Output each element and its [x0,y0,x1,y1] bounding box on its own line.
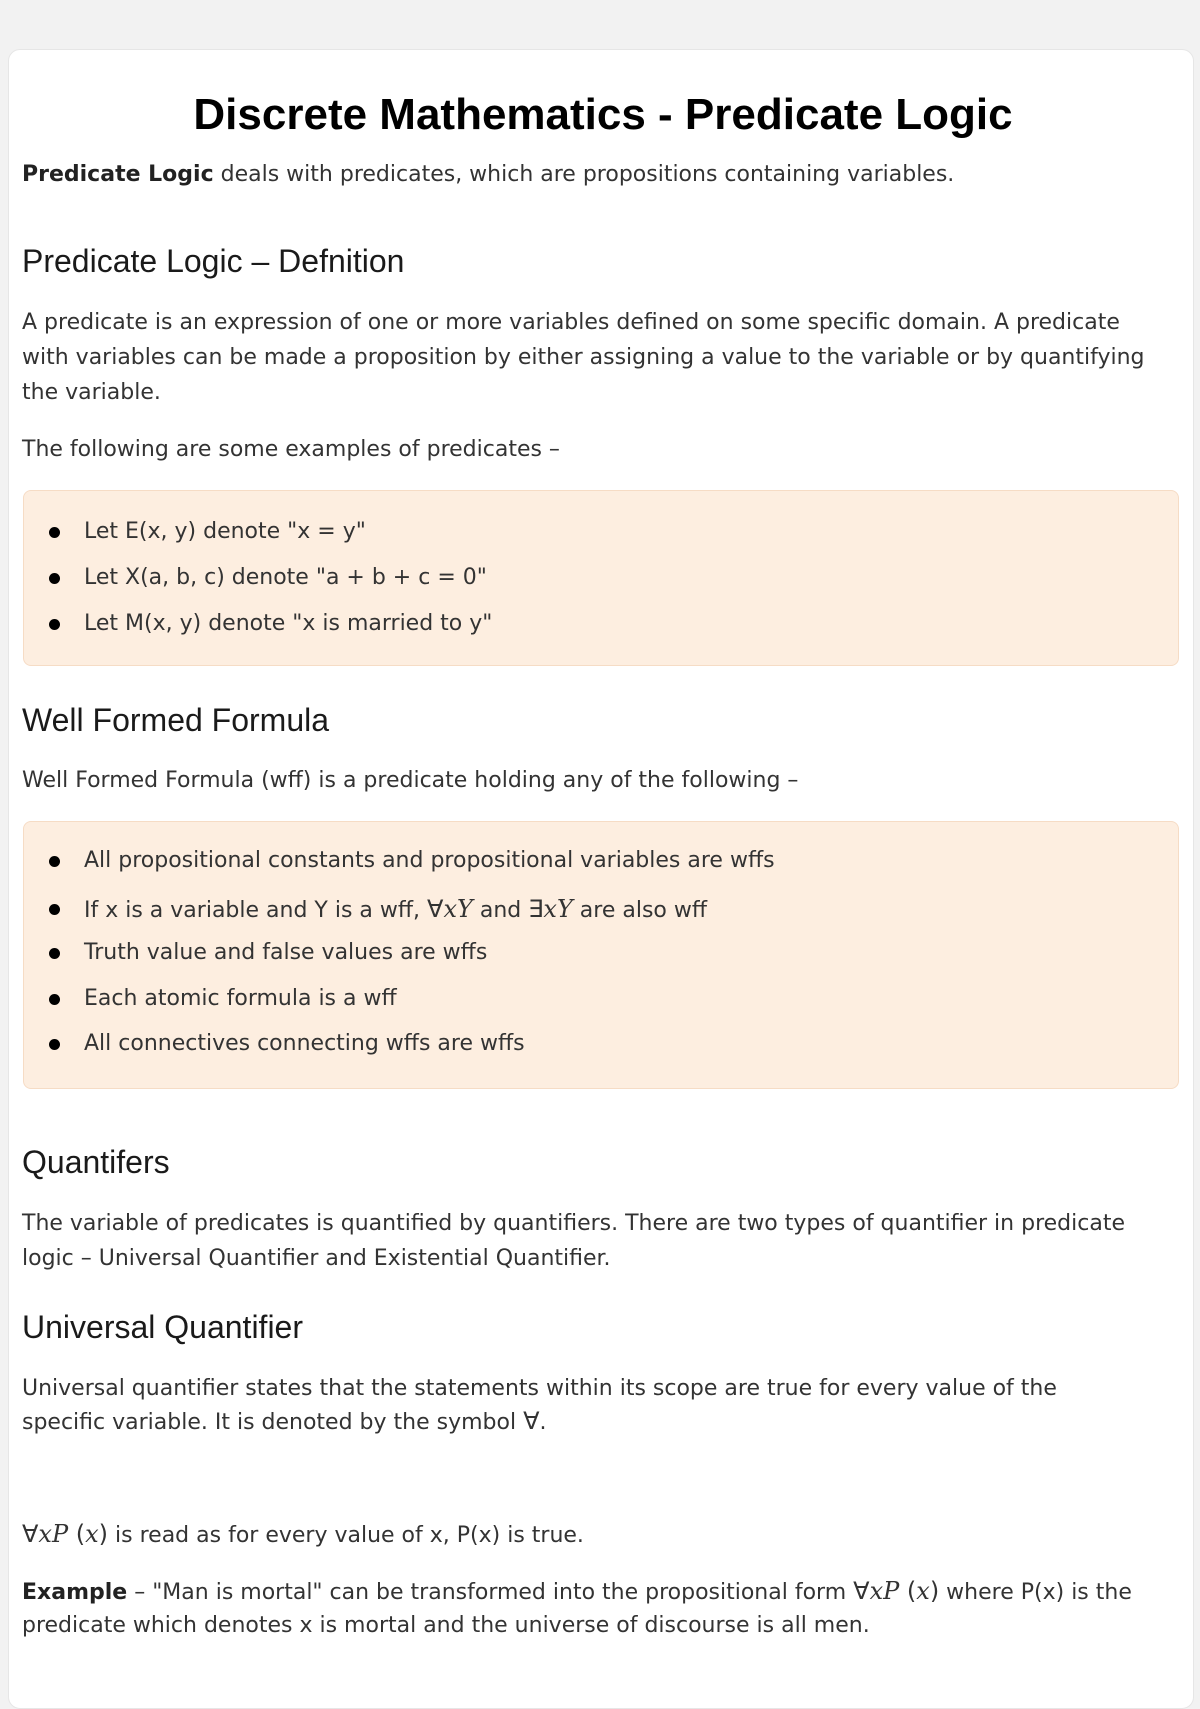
example-formula: ∀xP (x) [853,1577,940,1605]
exists-formula [528,895,573,923]
wff-item-2-start: If x is a variable and Y is a wff, [84,898,421,923]
wff-intro: Well Formed Formula (wff) is a predicate holding any of the following – [22,768,799,793]
bullet-icon [49,573,60,584]
list-item-text: Let X(a, b, c) denote "a + b + c = 0" [84,565,487,590]
predicate-p: P [51,1520,69,1548]
quantifiers-paragraph: The variable of predicates is quantified by quantifiers. There are two types of quantifier in predicate logic – Universal Quantifier and Existential Quantifier. [22,1211,1125,1271]
bullet-icon [49,904,60,915]
universal-paragraph [22,1372,1122,1439]
forall-symbol: ∀ [22,1520,39,1548]
var-x: x [869,1577,884,1605]
wff-box [23,821,1179,1089]
bullet-icon [49,856,60,867]
bullet-icon [49,527,60,538]
wff-heading: Well Formed Formula [22,702,330,738]
bullet-icon [49,948,60,959]
quantifiers-heading: Quantifers [22,1144,170,1180]
bullet-icon [49,1039,60,1050]
predicate-p: P [883,1577,900,1605]
forall-formula [427,895,473,923]
var-x: x [543,895,557,923]
universal-reading [22,1517,1172,1553]
bullet-icon [49,994,60,1005]
var-x: x [443,895,457,923]
universal-reading-text: is read as for every value of x, P(x) is true. [108,1523,584,1548]
list-item-text: All connectives connecting wffs are wffs [84,1031,525,1056]
universal-formula: ∀xP (x) [22,1520,109,1548]
list-item-text: All propositional constants and propositional variables are wffs [84,848,775,873]
list-item-text: Each atomic formula is a wff [84,986,397,1011]
universal-period: . [539,1410,547,1435]
intro-text: deals with predicates, which are propositions containing variables. [213,162,955,187]
var-x: x [85,1520,99,1548]
exists-symbol: ∃ [528,895,544,923]
page-card [8,49,1194,1709]
universal-heading: Universal Quantifier [22,1309,303,1345]
list-item-text: Let M(x, y) denote "x is married to y" [84,611,493,636]
definition-heading: Predicate Logic – Defnition [22,243,405,279]
list-item-text: Let E(x, y) denote "x = y" [84,519,366,544]
forall-symbol: ∀ [427,895,444,923]
example-text-1: – "Man is mortal" can be transformed into the propositional form [127,1580,854,1605]
var-y: Y [457,895,473,923]
var-y: Y [556,895,573,923]
examples-intro: The following are some examples of predicates – [22,437,560,462]
list-item-text [84,894,707,926]
intro-paragraph [22,157,1172,192]
intro-bold-term: Predicate Logic [22,162,214,187]
bullet-icon [49,619,60,630]
wff-item-2-and: and [479,898,522,923]
universal-paragraph-text: Universal quantifier states that the statements within its scope are true for every value of the specific variable. It is denoted by the symbol [22,1376,1057,1435]
var-x: x [38,1520,52,1548]
example-paragraph [22,1575,1132,1642]
forall-symbol: ∀ [853,1577,870,1605]
definition-paragraph: A predicate is an expression of one or more variables defined on some specific domain. A predicate with variables can be made a proposition by either assigning a value to the variable or by quantifying the variable. [22,310,1145,405]
page-title: Discrete Mathematics - Predicate Logic [193,90,1013,139]
list-item-text: Truth value and false values are wffs [84,940,488,965]
example-label: Example [22,1580,128,1605]
universal-symbol: ∀ [523,1407,540,1435]
examples-box [23,490,1179,666]
var-x: x [916,1577,930,1605]
example-text-2: where P(x) is the predicate which denotes x is mortal and the universe of discourse is all men. [22,1580,1132,1638]
wff-item-2-end: are also wff [579,898,708,923]
